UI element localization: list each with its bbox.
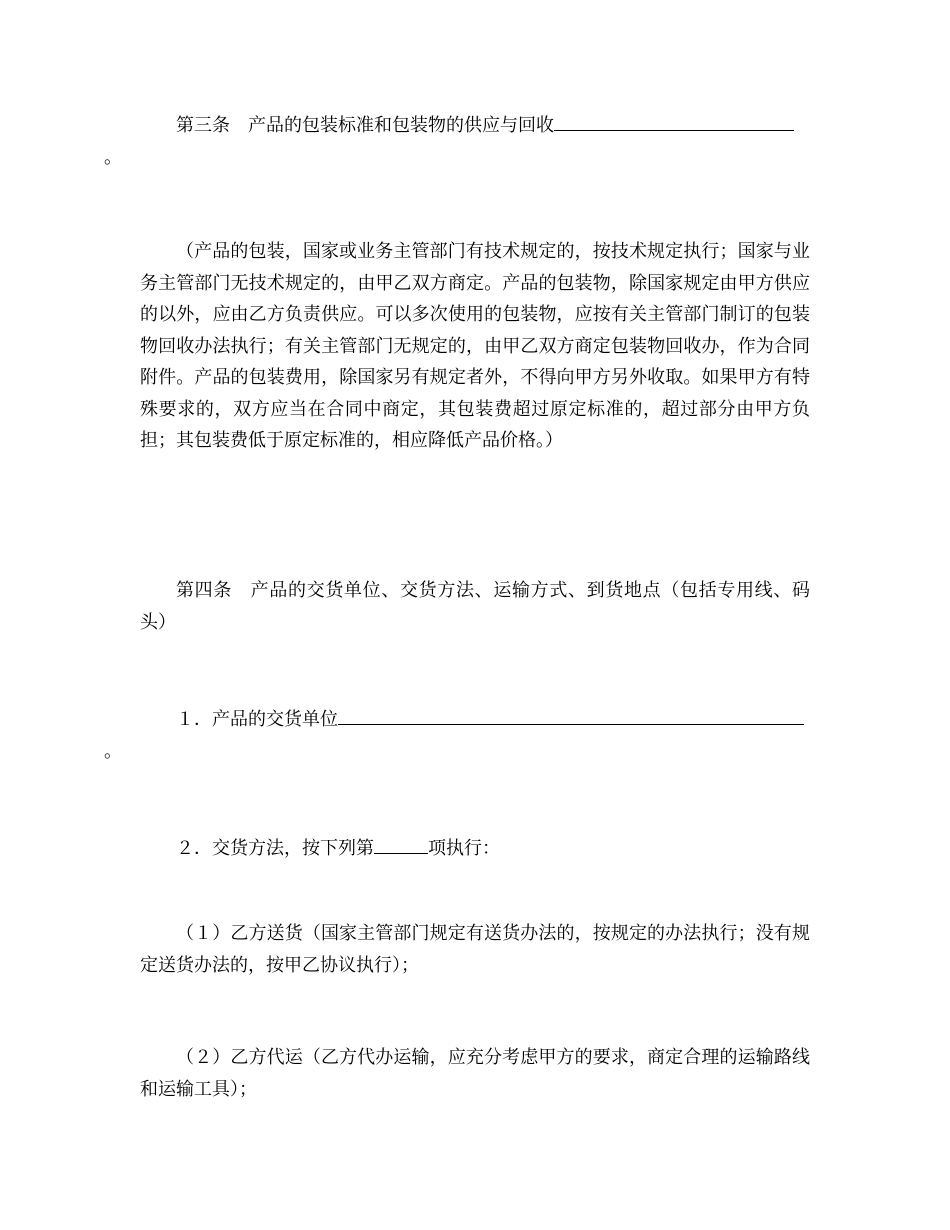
item-1-blank bbox=[338, 706, 804, 725]
article-4-heading: 第四条 产品的交货单位、交货方法、运输方式、到货地点（包括专用线、码头） bbox=[140, 580, 810, 633]
item-1-paragraph bbox=[104, 704, 810, 767]
option-2-paragraph: （２）乙方代运（乙方代办运输，应充分考虑甲方的要求，商定合理的运输路线和运输工具）； bbox=[140, 1047, 810, 1100]
item-2-blank bbox=[374, 835, 428, 854]
option-1-paragraph: （１）乙方送货（国家主管部门规定有送货办法的，按规定的办法执行；没有规定送货办法的，按甲乙协议执行）； bbox=[140, 923, 810, 976]
article-3-heading: 第三条 产品的包装标准和包装物的供应与回收 bbox=[176, 115, 554, 136]
item-1-label: １．产品的交货单位 bbox=[176, 709, 338, 730]
item-1-tail: 。 bbox=[104, 740, 122, 762]
item-2-label-after: 项执行： bbox=[428, 838, 500, 859]
article-3-note: （产品的包装，国家或业务主管部门有技术规定的，按技术规定执行；国家与业务主管部门无技术规定的，由甲乙双方商定。产品的包装物，除国家规定由甲方供应的以外，应由乙方负责供应。可以多次使用的包装物，应按有关主管部门制订的包装物回收办法执行；有关主管部门无规定的，由甲乙双方商定包装物回收办，作为合同附件。产品的包装费用，除国家另有规定者外，不得向甲方另外收取。如果甲方有特殊要求的，双方应当在合同中商定，其包装费超过原定标准的，超过部分由甲方负担；其包装费低于原定标准的，相应降低产品价格。） bbox=[140, 241, 810, 451]
article-3-blank bbox=[554, 112, 794, 131]
article-3-paragraph bbox=[104, 110, 810, 173]
article-3-tail: 。 bbox=[104, 146, 122, 168]
item-2-label-before: ２．交货方法，按下列第 bbox=[176, 838, 374, 859]
item-2-paragraph bbox=[140, 833, 810, 865]
